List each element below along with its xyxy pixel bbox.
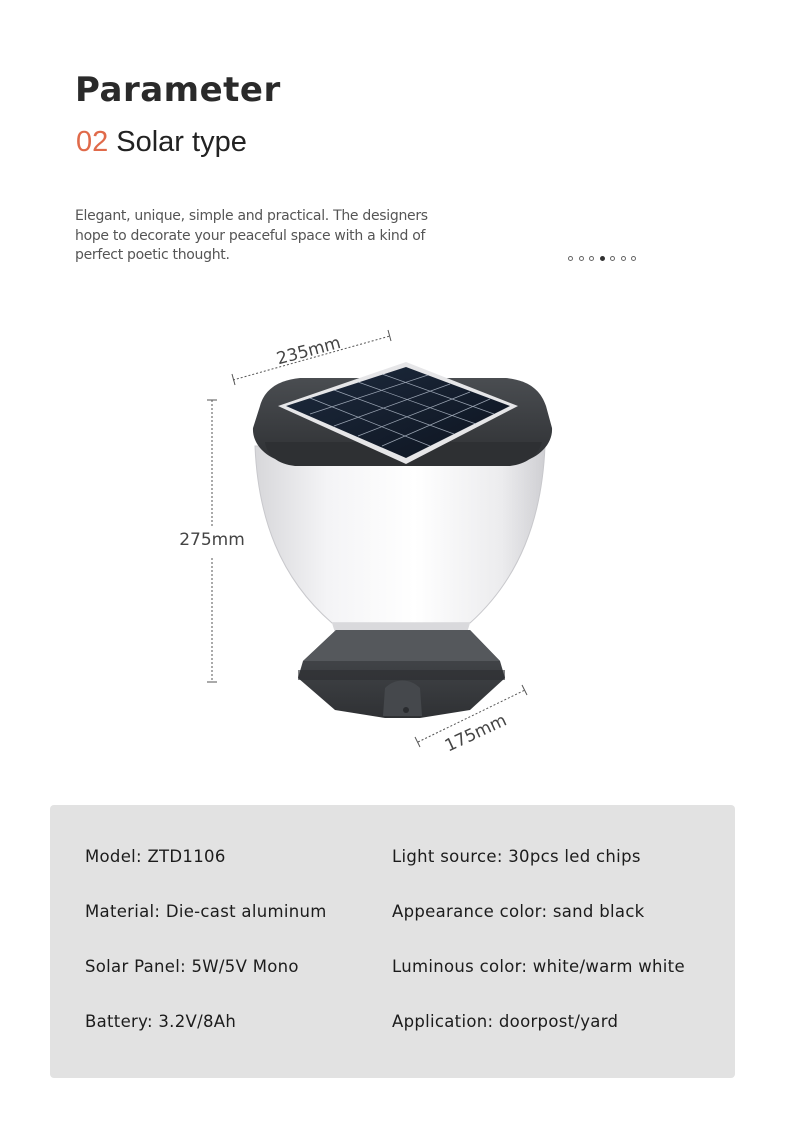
dimension-top-label: 235mm [274, 333, 343, 370]
pagination-dots [568, 256, 636, 261]
pagination-dot[interactable] [610, 256, 615, 261]
dimension-height-label: 275mm [179, 530, 245, 550]
intro-line: Elegant, unique, simple and practical. The designers [75, 208, 428, 224]
specs-panel [50, 805, 735, 1078]
spec-light-source: Light source: 30pcs led chips [392, 847, 641, 866]
intro-line: perfect poetic thought. [75, 247, 230, 263]
spec-application: Application: doorpost/yard [392, 1012, 619, 1031]
lamp-diffuser [255, 446, 545, 623]
spec-material: Material: Die-cast aluminum [85, 902, 327, 921]
pagination-dot[interactable] [621, 256, 626, 261]
pagination-dot-active[interactable] [600, 256, 605, 261]
spec-luminous-color: Luminous color: white/warm white [392, 957, 685, 976]
spec-battery: Battery: 3.2V/8Ah [85, 1012, 237, 1031]
spec-solar-panel: Solar Panel: 5W/5V Mono [85, 957, 299, 976]
spec-model: Model: ZTD1106 [85, 847, 226, 866]
section-number: 02 [76, 126, 109, 158]
pagination-dot[interactable] [568, 256, 573, 261]
section-title: Solar type [116, 126, 247, 158]
intro-line: hope to decorate your peaceful space with a kind of [75, 227, 426, 244]
intro-text [75, 207, 455, 266]
product-illustration [170, 318, 570, 758]
spec-appearance-color: Appearance color: sand black [392, 902, 645, 921]
page-title: Parameter [75, 70, 281, 110]
section-heading [76, 126, 247, 159]
dimension-height [179, 400, 245, 682]
pagination-dot[interactable] [579, 256, 584, 261]
pagination-dot[interactable] [631, 256, 636, 261]
pagination-dot[interactable] [589, 256, 594, 261]
dimension-base-label: 175mm [441, 710, 510, 757]
